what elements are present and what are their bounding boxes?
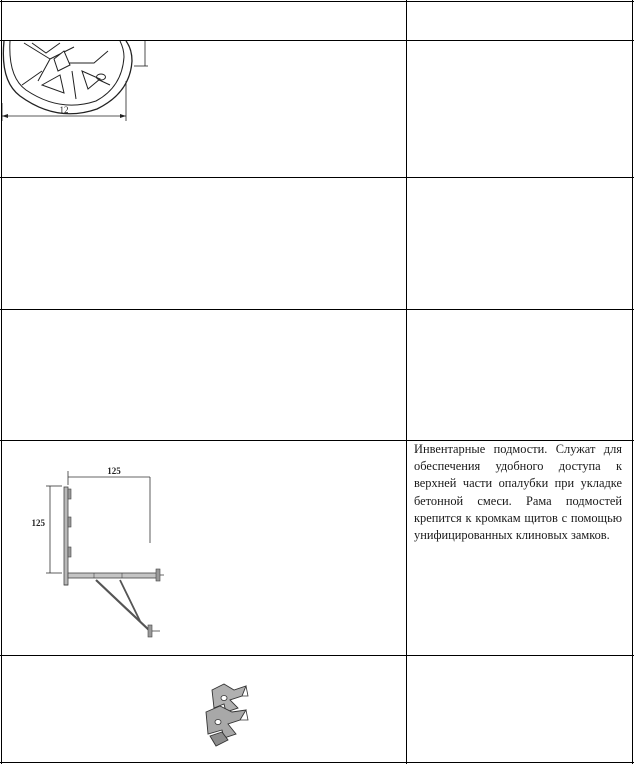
clamp-drawing — [2, 656, 406, 762]
clamp-description-cell — [407, 656, 632, 762]
table-border-right — [632, 0, 633, 764]
scaffold-image-cell — [2, 441, 406, 655]
fixator-dimension-label: 12 — [59, 105, 69, 115]
scaffold-horizontal-dimension: 125 — [107, 466, 121, 476]
empty-row-1-right — [407, 178, 632, 309]
empty-row-2-right — [407, 310, 632, 440]
empty-row-2-left — [2, 310, 406, 440]
header-left-cell — [2, 2, 406, 40]
header-right-cell — [407, 2, 632, 40]
scaffold-description: Инвентарные подмости. Служат для обеспечения удобного доступа к верхней части опалубки при укладке бетонной смеси. Рама подмостей крепится к кромкам щитов с помощью унифицированных клиновых замков. — [414, 442, 622, 543]
scaffold-vertical-dimension: 125 — [31, 518, 45, 528]
scaffold-drawing — [2, 441, 406, 655]
fixator-drawing — [2, 41, 406, 177]
clamp-image-cell — [2, 656, 406, 762]
fixator-image-cell — [2, 41, 406, 177]
empty-row-1-left — [2, 178, 406, 309]
fixator-description-cell — [407, 41, 632, 177]
table-border-bottom — [0, 762, 634, 763]
